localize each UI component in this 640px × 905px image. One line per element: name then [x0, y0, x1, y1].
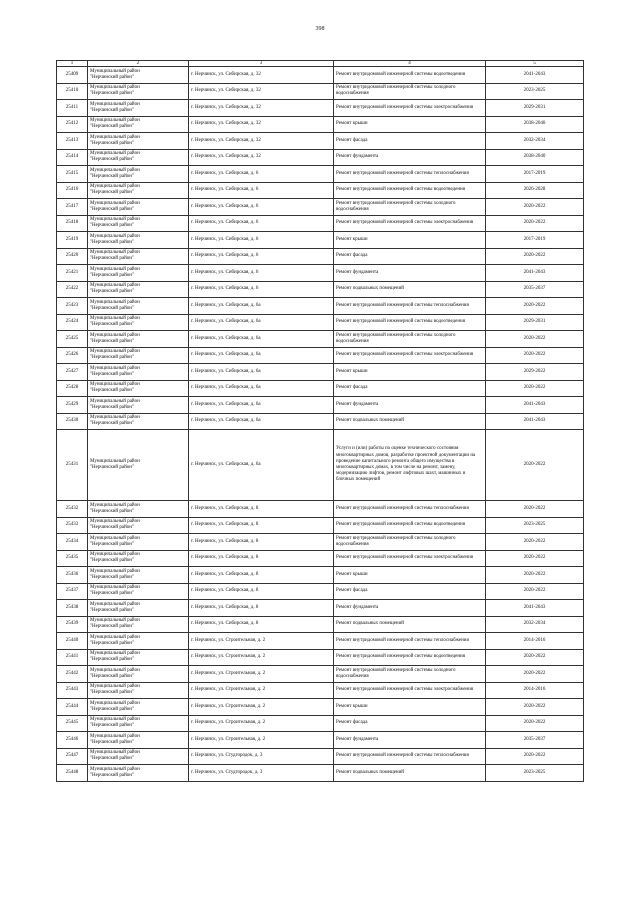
district-cell: Муниципальный район "Нерчинский район" — [88, 567, 189, 584]
period-cell: 2038-2040 — [486, 116, 584, 133]
period-cell: 2029-2022 — [486, 364, 584, 381]
row-number-cell: 25428 — [57, 380, 88, 397]
period-cell: 2029-2031 — [486, 314, 584, 331]
period-cell: 2023-2025 — [486, 517, 584, 534]
row-number-cell: 25448 — [57, 765, 88, 782]
table-row — [57, 550, 584, 567]
row-number-cell: 25421 — [57, 265, 88, 282]
district-cell: Муниципальный район "Нерчинский район" — [88, 534, 189, 551]
row-number-cell: 25418 — [57, 215, 88, 232]
address-cell: г. Нерчинск, ул. Сибирская, д. 8 — [189, 583, 334, 600]
period-cell: 2035-2037 — [486, 732, 584, 749]
period-cell: 2020-2022 — [486, 550, 584, 567]
address-cell: г. Нерчинск, ул. Сибирская, д. 6 — [189, 215, 334, 232]
district-cell: Муниципальный район "Нерчинский район" — [88, 298, 189, 315]
row-number-cell: 25410 — [57, 83, 88, 100]
district-cell: Муниципальный район "Нерчинский район" — [88, 600, 189, 617]
address-cell: г. Нерчинск, ул. Сибирская, д. 6 — [189, 265, 334, 282]
column-header-5: 5 — [486, 61, 584, 67]
work-type-cell: Ремонт внутридомовой инженерной системы электроснабжения — [334, 682, 486, 699]
work-type-cell: Ремонт фасада — [334, 380, 486, 397]
work-type-cell: Ремонт внутридомовой инженерной системы теплоснабжения — [334, 166, 486, 183]
period-cell: 2020-2022 — [486, 347, 584, 364]
district-cell: Муниципальный район "Нерчинский район" — [88, 265, 189, 282]
address-cell: г. Нерчинск, ул. Сибирская, д. 6а — [189, 331, 334, 348]
row-number-cell: 25425 — [57, 331, 88, 348]
table-row — [57, 149, 584, 166]
row-number-cell: 25429 — [57, 397, 88, 414]
address-cell: г. Нерчинск, ул. Сибирская, д. 6а — [189, 364, 334, 381]
district-cell: Муниципальный район "Нерчинский район" — [88, 199, 189, 216]
period-cell: 2020-2022 — [486, 666, 584, 683]
table-row — [57, 397, 584, 414]
table-row — [57, 314, 584, 331]
row-number-cell: 25431 — [57, 430, 88, 501]
work-type-cell: Ремонт фасада — [334, 248, 486, 265]
period-cell: 2020-2022 — [486, 199, 584, 216]
work-type-cell: Ремонт подвальных помещений — [334, 413, 486, 430]
address-cell: г. Нерчинск, ул. Студгородок, д. 3 — [189, 748, 334, 765]
table-row — [57, 682, 584, 699]
period-cell: 2023-2025 — [486, 83, 584, 100]
address-cell: г. Нерчинск, ул. Сибирская, д. 32 — [189, 83, 334, 100]
work-type-cell: Ремонт внутридомовой инженерной системы теплоснабжения — [334, 748, 486, 765]
table-row — [57, 380, 584, 397]
capital-repair-schedule-table — [56, 60, 584, 782]
district-cell: Муниципальный район "Нерчинский район" — [88, 583, 189, 600]
work-type-cell: Ремонт внутридомовой инженерной системы электроснабжения — [334, 100, 486, 117]
row-number-cell: 25436 — [57, 567, 88, 584]
column-header-4: 4 — [334, 61, 486, 67]
district-cell: Муниципальный район "Нерчинский район" — [88, 732, 189, 749]
period-cell: 2020-2022 — [486, 331, 584, 348]
table-row — [57, 732, 584, 749]
row-number-cell: 25424 — [57, 314, 88, 331]
row-number-cell: 25435 — [57, 550, 88, 567]
column-header-1: 1 — [57, 61, 88, 67]
period-cell: 2032-2034 — [486, 616, 584, 633]
work-type-cell: Ремонт внутридомовой инженерной системы водоотведения — [334, 517, 486, 534]
address-cell: г. Нерчинск, ул. Сибирская, д. 6 — [189, 182, 334, 199]
period-cell: 2032-2034 — [486, 133, 584, 150]
work-type-cell: Ремонт внутридомовой инженерной системы водоотведения — [334, 67, 486, 84]
work-type-cell: Ремонт крыши — [334, 232, 486, 249]
district-cell: Муниципальный район "Нерчинский район" — [88, 397, 189, 414]
row-number-cell: 25432 — [57, 501, 88, 518]
table-row — [57, 298, 584, 315]
row-number-cell: 25434 — [57, 534, 88, 551]
address-cell: г. Нерчинск, ул. Сибирская, д. 6 — [189, 281, 334, 298]
district-cell: Муниципальный район "Нерчинский район" — [88, 765, 189, 782]
work-type-cell: Ремонт фундамента — [334, 149, 486, 166]
column-header-2: 2 — [88, 61, 189, 67]
district-cell: Муниципальный район "Нерчинский район" — [88, 682, 189, 699]
table-row — [57, 67, 584, 84]
work-type-cell: Ремонт подвальных помещений — [334, 765, 486, 782]
address-cell: г. Нерчинск, ул. Сибирская, д. 8 — [189, 517, 334, 534]
district-cell: Муниципальный район "Нерчинский район" — [88, 699, 189, 716]
address-cell: г. Нерчинск, ул. Сибирская, д. 6а — [189, 380, 334, 397]
work-type-cell: Ремонт фундамента — [334, 600, 486, 617]
table-row — [57, 199, 584, 216]
work-type-cell: Ремонт крыши — [334, 364, 486, 381]
address-cell: г. Нерчинск, ул. Сибирская, д. 32 — [189, 100, 334, 117]
period-cell: 2020-2022 — [486, 715, 584, 732]
row-number-cell: 25426 — [57, 347, 88, 364]
address-cell: г. Нерчинск, ул. Сибирская, д. 8 — [189, 616, 334, 633]
row-number-cell: 25419 — [57, 232, 88, 249]
row-number-cell: 25442 — [57, 666, 88, 683]
period-cell: 2017-2019 — [486, 232, 584, 249]
row-number-cell: 25415 — [57, 166, 88, 183]
work-type-cell: Ремонт фундамента — [334, 397, 486, 414]
period-cell: 2041-2043 — [486, 397, 584, 414]
row-number-cell: 25430 — [57, 413, 88, 430]
period-cell: 2020-2022 — [486, 380, 584, 397]
table-row — [57, 616, 584, 633]
period-cell: 2041-2043 — [486, 67, 584, 84]
address-cell: г. Нерчинск, ул. Сибирская, д. 6 — [189, 166, 334, 183]
district-cell: Муниципальный район "Нерчинский район" — [88, 166, 189, 183]
address-cell: г. Нерчинск, ул. Сибирская, д. 6 — [189, 232, 334, 249]
table-row — [57, 232, 584, 249]
period-cell: 2020-2022 — [486, 248, 584, 265]
table-row — [57, 534, 584, 551]
district-cell: Муниципальный район "Нерчинский район" — [88, 215, 189, 232]
district-cell: Муниципальный район "Нерчинский район" — [88, 83, 189, 100]
work-type-cell: Ремонт внутридомовой инженерной системы холодного водоснабжения — [334, 534, 486, 551]
row-number-cell: 25416 — [57, 182, 88, 199]
work-type-cell: Ремонт внутридомовой инженерной системы холодного водоснабжения — [334, 199, 486, 216]
table-row — [57, 699, 584, 716]
row-number-cell: 25417 — [57, 199, 88, 216]
period-cell: 2041-2043 — [486, 600, 584, 617]
row-number-cell: 25439 — [57, 616, 88, 633]
row-number-cell: 25447 — [57, 748, 88, 765]
district-cell: Муниципальный район "Нерчинский район" — [88, 347, 189, 364]
work-type-cell: Ремонт крыши — [334, 699, 486, 716]
table-row — [57, 215, 584, 232]
work-type-cell: Ремонт крыши — [334, 116, 486, 133]
period-cell: 2026-2028 — [486, 182, 584, 199]
district-cell: Муниципальный район "Нерчинский район" — [88, 331, 189, 348]
table-row — [57, 649, 584, 666]
work-type-cell: Ремонт внутридомовой инженерной системы холодного водоснабжения — [334, 83, 486, 100]
work-type-cell: Услуги и (или) работы по оценке технического состояния многоквартирных домов, разработке проектной документации на проведение капитального ремонта общего имущества в многоквартирных домах, в том числе на ремонт, замену, модернизацию лифтов, ремонт лифтовых шахт, машинных и блочных помещений — [334, 430, 486, 501]
district-cell: Муниципальный район "Нерчинский район" — [88, 633, 189, 650]
district-cell: Муниципальный район "Нерчинский район" — [88, 649, 189, 666]
work-type-cell: Ремонт фасада — [334, 133, 486, 150]
table-row — [57, 633, 584, 650]
district-cell: Муниципальный район "Нерчинский район" — [88, 314, 189, 331]
work-type-cell: Ремонт фасада — [334, 583, 486, 600]
period-cell: 2020-2022 — [486, 534, 584, 551]
period-cell: 2041-2043 — [486, 413, 584, 430]
row-number-cell: 25440 — [57, 633, 88, 650]
period-cell: 2014-2016 — [486, 633, 584, 650]
table-row — [57, 265, 584, 282]
period-cell: 2041-2043 — [486, 265, 584, 282]
table-row — [57, 182, 584, 199]
work-type-cell: Ремонт внутридомовой инженерной системы водоотведения — [334, 649, 486, 666]
period-cell: 2038-2040 — [486, 149, 584, 166]
table-row — [57, 331, 584, 348]
work-type-cell: Ремонт внутридомовой инженерной системы водоотведения — [334, 314, 486, 331]
row-number-cell: 25446 — [57, 732, 88, 749]
district-cell: Муниципальный район "Нерчинский район" — [88, 413, 189, 430]
address-cell: г. Нерчинск, ул. Строительная, д. 2 — [189, 633, 334, 650]
period-cell: 2035-2037 — [486, 281, 584, 298]
district-cell: Муниципальный район "Нерчинский район" — [88, 133, 189, 150]
table-row — [57, 501, 584, 518]
district-cell: Муниципальный район "Нерчинский район" — [88, 232, 189, 249]
work-type-cell: Ремонт внутридомовой инженерной системы электроснабжения — [334, 215, 486, 232]
table-row — [57, 430, 584, 501]
district-cell: Муниципальный район "Нерчинский район" — [88, 550, 189, 567]
period-cell: 2020-2022 — [486, 501, 584, 518]
table-row — [57, 666, 584, 683]
table-row — [57, 517, 584, 534]
period-cell: 2020-2022 — [486, 430, 584, 501]
district-cell: Муниципальный район "Нерчинский район" — [88, 616, 189, 633]
address-cell: г. Нерчинск, ул. Сибирская, д. 8 — [189, 550, 334, 567]
row-number-cell: 25422 — [57, 281, 88, 298]
page-number: 398 — [315, 26, 325, 32]
work-type-cell: Ремонт подвальных помещений — [334, 281, 486, 298]
table-row — [57, 748, 584, 765]
period-cell: 2014-2016 — [486, 682, 584, 699]
column-header-3: 3 — [189, 61, 334, 67]
district-cell: Муниципальный район "Нерчинский район" — [88, 666, 189, 683]
district-cell: Муниципальный район "Нерчинский район" — [88, 715, 189, 732]
table-row — [57, 347, 584, 364]
table-row — [57, 281, 584, 298]
address-cell: г. Нерчинск, ул. Строительная, д. 2 — [189, 682, 334, 699]
address-cell: г. Нерчинск, ул. Строительная, д. 2 — [189, 715, 334, 732]
district-cell: Муниципальный район "Нерчинский район" — [88, 100, 189, 117]
row-number-cell: 25413 — [57, 133, 88, 150]
period-cell: 2023-2025 — [486, 765, 584, 782]
table-row — [57, 567, 584, 584]
district-cell: Муниципальный район "Нерчинский район" — [88, 380, 189, 397]
address-cell: г. Нерчинск, ул. Сибирская, д. 8 — [189, 567, 334, 584]
work-type-cell: Ремонт внутридомовой инженерной системы водоотведения — [334, 182, 486, 199]
row-number-cell: 25437 — [57, 583, 88, 600]
row-number-cell: 25414 — [57, 149, 88, 166]
work-type-cell: Ремонт внутридомовой инженерной системы холодного водоснабжения — [334, 666, 486, 683]
row-number-cell: 25409 — [57, 67, 88, 84]
work-type-cell: Ремонт внутридомовой инженерной системы холодного водоснабжения — [334, 331, 486, 348]
row-number-cell: 25427 — [57, 364, 88, 381]
work-type-cell: Ремонт внутридомовой инженерной системы электроснабжения — [334, 347, 486, 364]
address-cell: г. Нерчинск, ул. Сибирская, д. 32 — [189, 116, 334, 133]
address-cell: г. Нерчинск, ул. Сибирская, д. 6 — [189, 199, 334, 216]
district-cell: Муниципальный район "Нерчинский район" — [88, 281, 189, 298]
table-row — [57, 715, 584, 732]
district-cell: Муниципальный район "Нерчинский район" — [88, 748, 189, 765]
row-number-cell: 25412 — [57, 116, 88, 133]
period-cell: 2020-2022 — [486, 215, 584, 232]
period-cell: 2020-2022 — [486, 699, 584, 716]
work-type-cell: Ремонт внутридомовой инженерной системы теплоснабжения — [334, 298, 486, 315]
address-cell: г. Нерчинск, ул. Сибирская, д. 32 — [189, 67, 334, 84]
district-cell: Муниципальный район "Нерчинский район" — [88, 364, 189, 381]
district-cell: Муниципальный район "Нерчинский район" — [88, 149, 189, 166]
period-cell: 2020-2022 — [486, 298, 584, 315]
address-cell: г. Нерчинск, ул. Строительная, д. 2 — [189, 666, 334, 683]
table-row — [57, 83, 584, 100]
table-row — [57, 364, 584, 381]
work-type-cell: Ремонт подвальных помещений — [334, 616, 486, 633]
period-cell: 2029-2031 — [486, 100, 584, 117]
address-cell: г. Нерчинск, ул. Сибирская, д. 6а — [189, 397, 334, 414]
address-cell: г. Нерчинск, ул. Строительная, д. 2 — [189, 699, 334, 716]
row-number-cell: 25433 — [57, 517, 88, 534]
table-row — [57, 583, 584, 600]
work-type-cell: Ремонт крыши — [334, 567, 486, 584]
table-row — [57, 116, 584, 133]
table-row — [57, 166, 584, 183]
address-cell: г. Нерчинск, ул. Сибирская, д. 8 — [189, 534, 334, 551]
district-cell: Муниципальный район "Нерчинский район" — [88, 501, 189, 518]
address-cell: г. Нерчинск, ул. Сибирская, д. 6а — [189, 347, 334, 364]
address-cell: г. Нерчинск, ул. Строительная, д. 2 — [189, 732, 334, 749]
work-type-cell: Ремонт фасада — [334, 715, 486, 732]
address-cell: г. Нерчинск, ул. Сибирская, д. 6а — [189, 314, 334, 331]
row-number-cell: 25423 — [57, 298, 88, 315]
address-cell: г. Нерчинск, ул. Сибирская, д. 32 — [189, 149, 334, 166]
table-row — [57, 413, 584, 430]
period-cell: 2017-2019 — [486, 166, 584, 183]
period-cell: 2020-2022 — [486, 583, 584, 600]
district-cell: Муниципальный район "Нерчинский район" — [88, 248, 189, 265]
work-type-cell: Ремонт фундамента — [334, 732, 486, 749]
table-row — [57, 600, 584, 617]
row-number-cell: 25420 — [57, 248, 88, 265]
work-type-cell: Ремонт внутридомовой инженерной системы теплоснабжения — [334, 501, 486, 518]
period-cell: 2020-2022 — [486, 567, 584, 584]
district-cell: Муниципальный район "Нерчинский район" — [88, 116, 189, 133]
district-cell: Муниципальный район "Нерчинский район" — [88, 430, 189, 501]
address-cell: г. Нерчинск, ул. Строительная, д. 2 — [189, 649, 334, 666]
work-type-cell: Ремонт фундамента — [334, 265, 486, 282]
address-cell: г. Нерчинск, ул. Сибирская, д. 6а — [189, 430, 334, 501]
table-row — [57, 133, 584, 150]
work-type-cell: Ремонт внутридомовой инженерной системы электроснабжения — [334, 550, 486, 567]
address-cell: г. Нерчинск, ул. Сибирская, д. 8 — [189, 501, 334, 518]
table-row — [57, 248, 584, 265]
row-number-cell: 25443 — [57, 682, 88, 699]
address-cell: г. Нерчинск, ул. Сибирская, д. 32 — [189, 133, 334, 150]
period-cell: 2020-2022 — [486, 649, 584, 666]
row-number-cell: 25438 — [57, 600, 88, 617]
address-cell: г. Нерчинск, ул. Сибирская, д. 8 — [189, 600, 334, 617]
period-cell: 2020-2022 — [486, 748, 584, 765]
row-number-cell: 25411 — [57, 100, 88, 117]
district-cell: Муниципальный район "Нерчинский район" — [88, 517, 189, 534]
address-cell: г. Нерчинск, ул. Сибирская, д. 6 — [189, 248, 334, 265]
row-number-cell: 25444 — [57, 699, 88, 716]
table-row — [57, 765, 584, 782]
row-number-cell: 25441 — [57, 649, 88, 666]
district-cell: Муниципальный район "Нерчинский район" — [88, 182, 189, 199]
district-cell: Муниципальный район "Нерчинский район" — [88, 67, 189, 84]
address-cell: г. Нерчинск, ул. Сибирская, д. 6а — [189, 413, 334, 430]
work-type-cell: Ремонт внутридомовой инженерной системы теплоснабжения — [334, 633, 486, 650]
address-cell: г. Нерчинск, ул. Сибирская, д. 6а — [189, 298, 334, 315]
address-cell: г. Нерчинск, ул. Студгородок, д. 3 — [189, 765, 334, 782]
row-number-cell: 25445 — [57, 715, 88, 732]
table-row — [57, 100, 584, 117]
